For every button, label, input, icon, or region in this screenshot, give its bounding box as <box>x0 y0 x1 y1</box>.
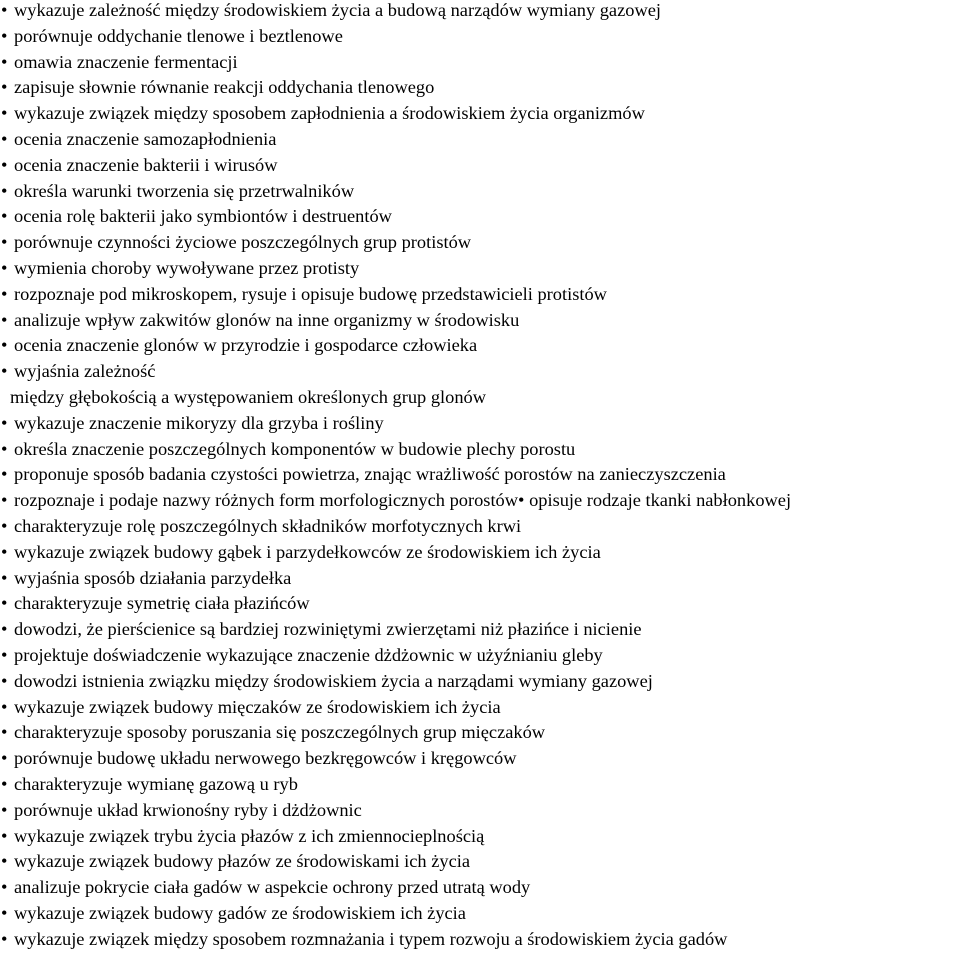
bullet-icon: • <box>1 567 8 588</box>
list-item-text: zapisuje słownie równanie reakcji oddychania tlenowego <box>14 77 435 98</box>
list-item <box>0 488 960 514</box>
list-item <box>0 75 960 101</box>
list-item-text: wykazuje związek trybu życia płazów z ich zmiennocieplnością <box>14 825 485 846</box>
bullet-icon: • <box>1 825 8 846</box>
bullet-icon: • <box>1 464 8 485</box>
bullet-icon: • <box>1 283 8 304</box>
bullet-icon: • <box>1 51 8 72</box>
bullet-icon: • <box>1 722 8 743</box>
bullet-icon: • <box>1 670 8 691</box>
list-item-text: wykazuje związek budowy płazów ze środowiskami ich życia <box>14 851 471 872</box>
list-item-text: wykazuje zależność między środowiskiem życia a budową narządów wymiany gazowej <box>14 0 662 20</box>
list-item-text: charakteryzuje symetrię ciała płazińców <box>14 593 310 614</box>
list-item-text: ocenia rolę bakterii jako symbiontów i destruentów <box>14 206 392 227</box>
list-item-text: porównuje układ krwionośny ryby i dżdżownic <box>14 799 362 820</box>
list-item <box>0 772 960 798</box>
list-item-text: wyjaśnia zależność <box>14 361 156 382</box>
list-item <box>0 437 960 463</box>
list-item <box>0 230 960 256</box>
list-item-text: projektuje doświadczenie wykazujące znaczenie dżdżownic w użyźnianiu gleby <box>14 644 603 665</box>
bullet-icon: • <box>1 902 8 923</box>
bullet-icon: • <box>1 232 8 253</box>
list-item <box>0 24 960 50</box>
list-item <box>0 875 960 901</box>
list-item <box>0 901 960 927</box>
list-item-text: ocenia znaczenie glonów w przyrodzie i gospodarce człowieka <box>14 335 478 356</box>
list-item <box>0 746 960 772</box>
list-item-text: dowodzi istnienia związku między środowiskiem życia a narządami wymiany gazowej <box>14 670 653 691</box>
list-item <box>0 849 960 875</box>
bullet-icon: • <box>1 515 8 536</box>
list-item <box>0 50 960 76</box>
list-item <box>0 617 960 643</box>
list-item <box>0 153 960 179</box>
list-item-text: analizuje wpływ zakwitów glonów na inne organizmy w środowisku <box>14 309 520 330</box>
list-item <box>0 927 960 953</box>
list-item-text: porównuje czynności życiowe poszczególnych grup protistów <box>14 232 472 253</box>
bullet-icon: • <box>1 490 8 511</box>
bullet-icon: • <box>1 748 8 769</box>
list-item-text: określa znaczenie poszczególnych komponentów w budowie plechy porostu <box>14 438 576 459</box>
bullet-icon: • <box>1 696 8 717</box>
list-item-text: wykazuje związek między sposobem zapłodnienia a środowiskiem życia organizmów <box>14 103 645 124</box>
bullet-icon: • <box>1 257 8 278</box>
bullet-icon: • <box>1 541 8 562</box>
list-item-text: porównuje budowę układu nerwowego bezkręgowców i kręgowców <box>14 748 517 769</box>
bullet-icon: • <box>1 77 8 98</box>
bullet-icon: • <box>1 877 8 898</box>
list-item-text: wykazuje związek budowy mięczaków ze środowiskiem ich życia <box>14 696 501 717</box>
list-item-text: dowodzi, że pierścienice są bardziej rozwiniętymi zwierzętami niż płazińce i nicienie <box>14 619 642 640</box>
bullet-icon: • <box>1 851 8 872</box>
list-item-text: między głębokością a występowaniem określonych grup glonów <box>10 386 487 407</box>
bullet-icon: • <box>1 25 8 46</box>
list-item <box>0 0 960 24</box>
list-item <box>0 824 960 850</box>
list-item-text: wyjaśnia sposób działania parzydełka <box>14 567 292 588</box>
list-item-text: wykazuje związek budowy gąbek i parzydełkowców ze środowiskiem ich życia <box>14 541 601 562</box>
bullet-icon: • <box>1 593 8 614</box>
list-item <box>0 798 960 824</box>
list-item-text: analizuje pokrycie ciała gadów w aspekcie ochrony przed utratą wody <box>14 877 531 898</box>
bullet-icon: • <box>1 773 8 794</box>
list-item <box>0 101 960 127</box>
bullet-icon: • <box>1 154 8 175</box>
bullet-icon: • <box>1 103 8 124</box>
list-item-text: charakteryzuje wymianę gazową u ryb <box>14 773 298 794</box>
list-item <box>0 720 960 746</box>
list-item <box>0 591 960 617</box>
bullet-icon: • <box>1 799 8 820</box>
list-item <box>0 308 960 334</box>
list-item-text: ocenia znaczenie bakterii i wirusów <box>14 154 278 175</box>
list-item <box>0 540 960 566</box>
bullet-icon: • <box>1 128 8 149</box>
list-item <box>0 669 960 695</box>
list-item-text: określa warunki tworzenia się przetrwalników <box>14 180 355 201</box>
list-item <box>0 411 960 437</box>
list-item <box>0 204 960 230</box>
list-item-text: ocenia znaczenie samozapłodnienia <box>14 128 277 149</box>
list-item-text: wykazuje związek między sposobem rozmnażania i typem rozwoju a środowiskiem życia gadów <box>14 928 728 949</box>
bullet-icon: • <box>1 928 8 949</box>
list-item <box>0 282 960 308</box>
list-item-text: porównuje oddychanie tlenowe i beztlenowe <box>14 25 343 46</box>
bullet-icon: • <box>1 335 8 356</box>
list-item <box>0 643 960 669</box>
list-item <box>0 514 960 540</box>
bullet-icon: • <box>1 412 8 433</box>
list-item <box>0 462 960 488</box>
bullet-icon: • <box>1 206 8 227</box>
bullet-icon: • <box>1 180 8 201</box>
list-item-text: rozpoznaje i podaje nazwy różnych form morfologicznych porostów• opisuje rodzaje tkanki nabłonkowej <box>14 490 792 511</box>
list-item-text: charakteryzuje sposoby poruszania się poszczególnych grup mięczaków <box>14 722 546 743</box>
list-item-text: wymienia choroby wywoływane przez protisty <box>14 257 360 278</box>
list-item <box>0 359 960 385</box>
list-item-text: omawia znaczenie fermentacji <box>14 51 238 72</box>
list-item-text: charakteryzuje rolę poszczególnych składników morfotycznych krwi <box>14 515 522 536</box>
list-item-text: wykazuje związek budowy gadów ze środowiskiem ich życia <box>14 902 466 923</box>
list-item <box>0 179 960 205</box>
list-item <box>0 127 960 153</box>
bullet-icon: • <box>1 309 8 330</box>
list-item <box>0 385 960 411</box>
bullet-icon: • <box>1 361 8 382</box>
list-item-text: rozpoznaje pod mikroskopem, rysuje i opisuje budowę przedstawicieli protistów <box>14 283 607 304</box>
list-item-text: proponuje sposób badania czystości powietrza, znając wrażliwość porostów na zanieczyszczenia <box>14 464 726 485</box>
bullet-icon: • <box>1 644 8 665</box>
list-item <box>0 256 960 282</box>
list-item-text: wykazuje znaczenie mikoryzy dla grzyba i rośliny <box>14 412 384 433</box>
bullet-icon: • <box>1 0 8 20</box>
list-item <box>0 566 960 592</box>
bullet-icon: • <box>1 438 8 459</box>
list-item <box>0 695 960 721</box>
bullet-icon: • <box>1 619 8 640</box>
list-item <box>0 333 960 359</box>
